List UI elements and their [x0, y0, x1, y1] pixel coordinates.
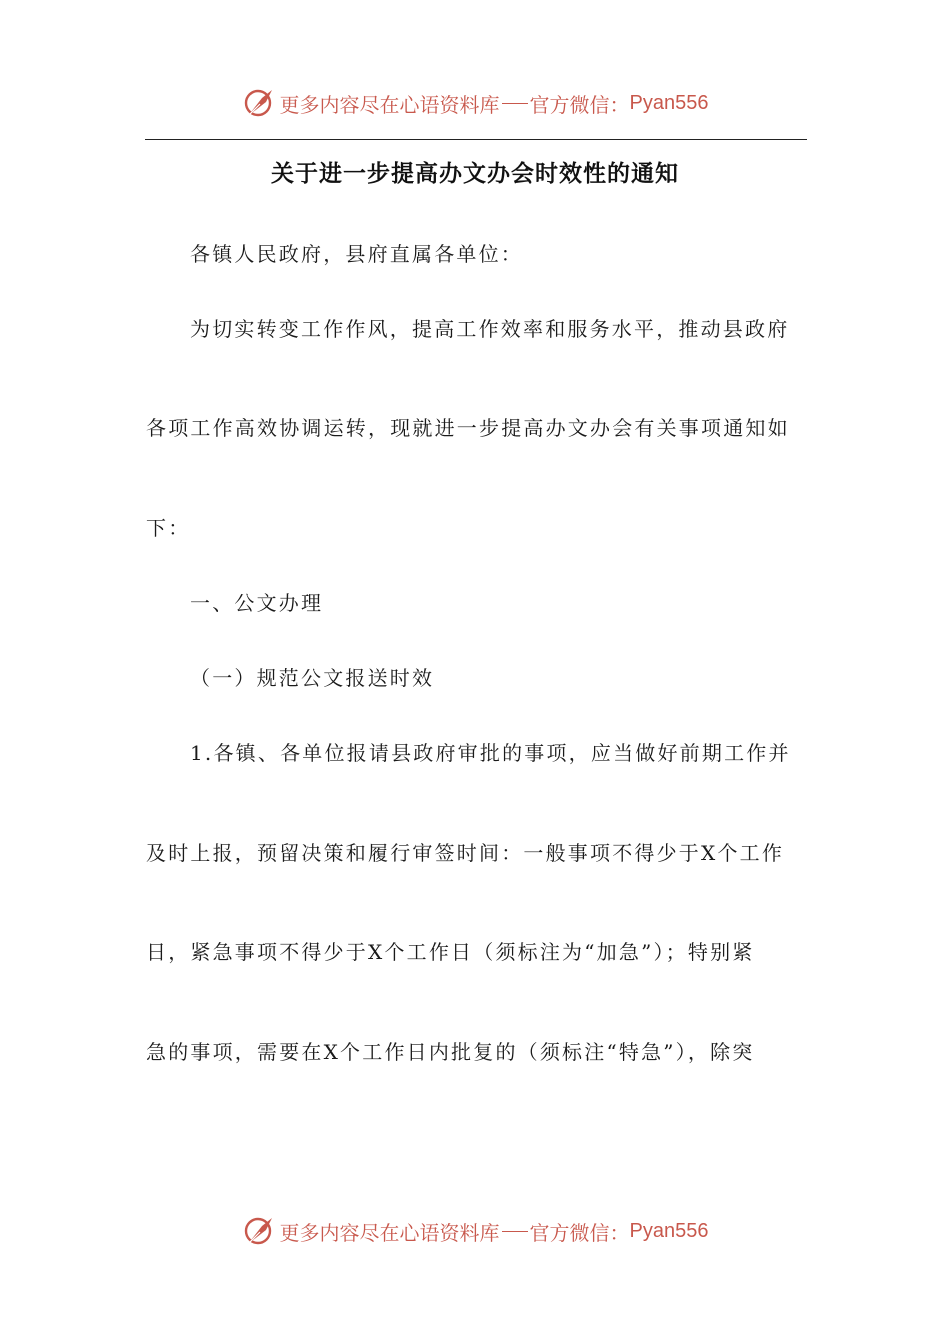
- body-line: 及时上报，预留决策和履行审签时间：一般事项不得少于X个工作: [146, 841, 785, 865]
- watermark-header: [0, 83, 950, 123]
- watermark-main-text: 更多内容尽在心语资料库: [279, 1220, 500, 1245]
- body-line: 下：: [146, 516, 191, 540]
- body-line: 为切实转变工作作风，提高工作效率和服务水平，推动县政府: [190, 317, 790, 341]
- body-line: 各镇人民政府，县府直属各单位：: [190, 242, 523, 266]
- quill-logo-icon: [242, 1214, 276, 1248]
- body-line: 日，紧急事项不得少于X个工作日（须标注为“加急”）；特别紧: [146, 940, 755, 964]
- watermark-dash: [502, 1231, 528, 1232]
- body-line: 1.各镇、各单位报请县政府审批的事项，应当做好前期工作并: [190, 741, 791, 765]
- document-title: 关于进一步提高办文办会时效性的通知: [271, 161, 679, 187]
- body-line: 急的事项，需要在X个工作日内批复的（须标注“特急”），除突: [146, 1040, 755, 1064]
- quill-logo-icon: [242, 86, 276, 120]
- watermark-main-text: 更多内容尽在心语资料库: [279, 92, 500, 117]
- watermark-dash: [502, 103, 528, 104]
- watermark-footer: [0, 1211, 950, 1251]
- watermark-sub-text: 官方微信：: [529, 92, 630, 117]
- section-heading: 一、公文办理: [190, 591, 324, 615]
- header-rule: [145, 139, 807, 140]
- body-line: 各项工作高效协调运转，现就进一步提高办文办会有关事项通知如: [146, 416, 790, 440]
- subsection-heading: （一）规范公文报送时效: [190, 666, 435, 690]
- watermark-sub-text: 官方微信：: [529, 1220, 630, 1245]
- watermark-id: Pyan556: [629, 91, 709, 114]
- watermark-id: Pyan556: [629, 1219, 709, 1242]
